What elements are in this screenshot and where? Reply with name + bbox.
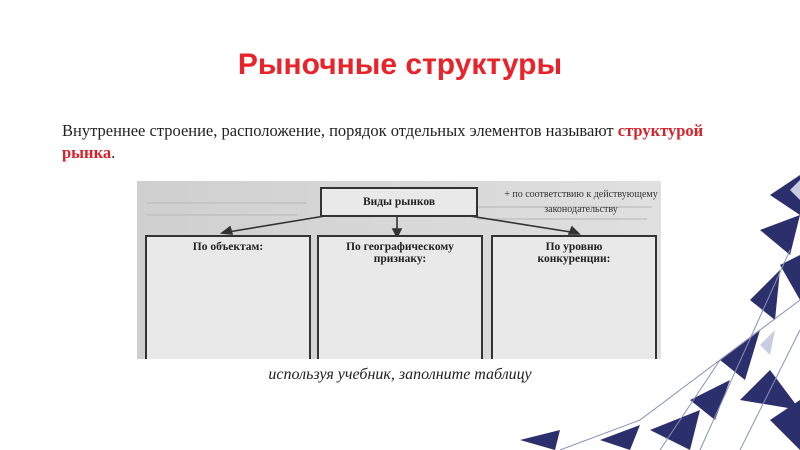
branch-label: По объектам: bbox=[192, 241, 264, 253]
definition-plain: Внутреннее строение, расположение, порядок отдельных элементов называют bbox=[62, 121, 614, 140]
branch-box-competition bbox=[491, 235, 657, 359]
branch-label: По уровню bbox=[545, 241, 603, 253]
branch-label: По географическому bbox=[346, 241, 454, 253]
definition-text bbox=[62, 120, 752, 164]
note-line2: законодательству bbox=[544, 204, 618, 215]
slide-title: Рыночные структуры bbox=[237, 48, 563, 81]
branch-label-line2: конкуренции: bbox=[537, 253, 611, 265]
branch-label-line2: признаку: bbox=[373, 253, 427, 265]
instruction-text: используя учебник, заполните таблицу bbox=[268, 366, 532, 383]
definition-highlight: структурой рынка bbox=[62, 121, 704, 162]
branch-box-objects bbox=[145, 235, 311, 359]
legislation-note bbox=[481, 187, 681, 217]
root-label: Виды рынков bbox=[362, 196, 436, 208]
definition-end: . bbox=[111, 143, 116, 162]
branch-box-geography bbox=[317, 235, 483, 359]
root-box bbox=[320, 187, 478, 217]
note-line1: + по соответствию к действующему bbox=[504, 189, 658, 200]
